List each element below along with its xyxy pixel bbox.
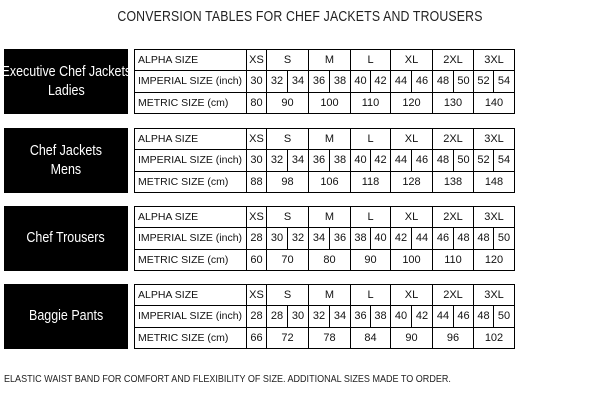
imperial-size-cell: 28 bbox=[247, 306, 267, 327]
imperial-size-cell: 50 bbox=[454, 71, 474, 92]
metric-size-cell: 90 bbox=[351, 249, 391, 270]
table-row bbox=[135, 285, 515, 306]
imperial-size-cell: 38 bbox=[330, 71, 351, 92]
imperial-size-cell: 46 bbox=[412, 71, 433, 92]
imperial-size-cell: 32 bbox=[288, 228, 309, 249]
imperial-size-cell: 48 bbox=[474, 228, 494, 249]
imperial-size-cell: 42 bbox=[412, 306, 433, 327]
alpha-size-cell: XS bbox=[247, 129, 267, 150]
imperial-size-cell: 30 bbox=[247, 150, 267, 171]
size-section bbox=[1, 49, 592, 114]
metric-size-cell: 110 bbox=[351, 92, 391, 113]
size-table bbox=[134, 128, 515, 193]
table-row bbox=[135, 228, 515, 249]
table-row bbox=[135, 50, 515, 71]
metric-size-cell: 78 bbox=[309, 327, 351, 348]
alpha-size-cell: S bbox=[267, 285, 309, 306]
metric-size-cell: 110 bbox=[433, 249, 474, 270]
imperial-size-cell: 48 bbox=[454, 228, 474, 249]
alpha-size-cell: XS bbox=[247, 50, 267, 71]
imperial-size-cell: 32 bbox=[309, 306, 330, 327]
alpha-size-cell: M bbox=[309, 50, 351, 71]
imperial-size-cell: 46 bbox=[433, 228, 454, 249]
imperial-size-cell: 38 bbox=[330, 150, 351, 171]
metric-size-cell: 128 bbox=[391, 171, 433, 192]
imperial-size-cell: 30 bbox=[247, 71, 267, 92]
row-label: ALPHA SIZE bbox=[135, 50, 247, 71]
row-label: IMPERIAL SIZE (inch) bbox=[135, 150, 247, 171]
metric-size-cell: 80 bbox=[309, 249, 351, 270]
alpha-size-cell: XL bbox=[391, 129, 433, 150]
alpha-size-cell: XS bbox=[247, 285, 267, 306]
imperial-size-cell: 42 bbox=[391, 228, 412, 249]
table-row bbox=[135, 150, 515, 171]
section-label bbox=[4, 284, 128, 349]
page-title: CONVERSION TABLES FOR CHEF JACKETS AND TROUSERS bbox=[117, 8, 483, 25]
metric-size-cell: 90 bbox=[267, 92, 309, 113]
imperial-size-cell: 48 bbox=[474, 306, 494, 327]
row-label: IMPERIAL SIZE (inch) bbox=[135, 228, 247, 249]
section-label-line: Mens bbox=[50, 161, 82, 178]
imperial-size-cell: 48 bbox=[433, 150, 454, 171]
imperial-size-cell: 48 bbox=[433, 71, 454, 92]
table-row bbox=[135, 327, 515, 348]
row-label: ALPHA SIZE bbox=[135, 129, 247, 150]
imperial-size-cell: 34 bbox=[309, 228, 330, 249]
section-label bbox=[1, 49, 131, 114]
metric-size-cell: 118 bbox=[351, 171, 391, 192]
section-label-line: Baggie Pants bbox=[28, 308, 104, 325]
table-row bbox=[135, 129, 515, 150]
imperial-size-cell: 46 bbox=[454, 306, 474, 327]
alpha-size-cell: XL bbox=[391, 285, 433, 306]
section-label-line: Executive Chef Jackets bbox=[1, 64, 131, 81]
metric-size-cell: 88 bbox=[247, 171, 267, 192]
alpha-size-cell: 3XL bbox=[474, 207, 515, 228]
imperial-size-cell: 36 bbox=[330, 228, 351, 249]
metric-size-cell: 120 bbox=[474, 249, 515, 270]
section-label bbox=[4, 128, 128, 193]
imperial-size-cell: 52 bbox=[474, 150, 494, 171]
imperial-size-cell: 40 bbox=[391, 306, 412, 327]
row-label: METRIC SIZE (cm) bbox=[135, 327, 247, 348]
metric-size-cell: 138 bbox=[433, 171, 474, 192]
imperial-size-cell: 36 bbox=[309, 150, 330, 171]
footer-note: ELASTIC WAIST BAND FOR COMFORT AND FLEXIBILITY OF SIZE. ADDITIONAL SIZES MADE TO ORDER. bbox=[4, 373, 451, 385]
table-row bbox=[135, 249, 515, 270]
imperial-size-cell: 54 bbox=[494, 150, 515, 171]
metric-size-cell: 102 bbox=[474, 327, 515, 348]
imperial-size-cell: 34 bbox=[288, 71, 309, 92]
imperial-size-cell: 32 bbox=[267, 71, 288, 92]
size-table bbox=[134, 49, 515, 114]
size-section bbox=[4, 206, 592, 271]
imperial-size-cell: 32 bbox=[267, 150, 288, 171]
row-label: METRIC SIZE (cm) bbox=[135, 249, 247, 270]
row-label: ALPHA SIZE bbox=[135, 207, 247, 228]
section-label-line: Ladies bbox=[47, 82, 85, 99]
alpha-size-cell: L bbox=[351, 285, 391, 306]
metric-size-cell: 70 bbox=[267, 249, 309, 270]
imperial-size-cell: 42 bbox=[371, 150, 391, 171]
imperial-size-cell: 38 bbox=[351, 228, 371, 249]
imperial-size-cell: 34 bbox=[330, 306, 351, 327]
size-section bbox=[4, 128, 592, 193]
alpha-size-cell: S bbox=[267, 129, 309, 150]
alpha-size-cell: 3XL bbox=[474, 129, 515, 150]
imperial-size-cell: 52 bbox=[474, 71, 494, 92]
metric-size-cell: 96 bbox=[433, 327, 474, 348]
alpha-size-cell: XS bbox=[247, 207, 267, 228]
table-row bbox=[135, 171, 515, 192]
section-label bbox=[4, 206, 128, 271]
table-row bbox=[135, 306, 515, 327]
metric-size-cell: 84 bbox=[351, 327, 391, 348]
alpha-size-cell: XL bbox=[391, 207, 433, 228]
row-label: IMPERIAL SIZE (inch) bbox=[135, 306, 247, 327]
imperial-size-cell: 30 bbox=[288, 306, 309, 327]
table-row bbox=[135, 71, 515, 92]
alpha-size-cell: M bbox=[309, 129, 351, 150]
metric-size-cell: 100 bbox=[391, 249, 433, 270]
table-row bbox=[135, 207, 515, 228]
imperial-size-cell: 46 bbox=[412, 150, 433, 171]
imperial-size-cell: 44 bbox=[391, 71, 412, 92]
alpha-size-cell: L bbox=[351, 207, 391, 228]
imperial-size-cell: 28 bbox=[267, 306, 288, 327]
alpha-size-cell: L bbox=[351, 129, 391, 150]
alpha-size-cell: 2XL bbox=[433, 129, 474, 150]
alpha-size-cell: S bbox=[267, 50, 309, 71]
imperial-size-cell: 28 bbox=[247, 228, 267, 249]
imperial-size-cell: 30 bbox=[267, 228, 288, 249]
size-table bbox=[134, 284, 515, 349]
metric-size-cell: 100 bbox=[309, 92, 351, 113]
imperial-size-cell: 34 bbox=[288, 150, 309, 171]
alpha-size-cell: 3XL bbox=[474, 285, 515, 306]
metric-size-cell: 66 bbox=[247, 327, 267, 348]
imperial-size-cell: 44 bbox=[433, 306, 454, 327]
imperial-size-cell: 50 bbox=[494, 306, 515, 327]
metric-size-cell: 140 bbox=[474, 92, 515, 113]
imperial-size-cell: 38 bbox=[371, 306, 391, 327]
row-label: IMPERIAL SIZE (inch) bbox=[135, 71, 247, 92]
metric-size-cell: 90 bbox=[391, 327, 433, 348]
row-label: ALPHA SIZE bbox=[135, 285, 247, 306]
imperial-size-cell: 40 bbox=[371, 228, 391, 249]
section-label-line: Chef Jackets bbox=[29, 143, 103, 160]
alpha-size-cell: 3XL bbox=[474, 50, 515, 71]
metric-size-cell: 60 bbox=[247, 249, 267, 270]
row-label: METRIC SIZE (cm) bbox=[135, 171, 247, 192]
imperial-size-cell: 42 bbox=[371, 71, 391, 92]
alpha-size-cell: 2XL bbox=[433, 207, 474, 228]
size-section bbox=[4, 284, 592, 349]
imperial-size-cell: 40 bbox=[351, 71, 371, 92]
imperial-size-cell: 36 bbox=[309, 71, 330, 92]
imperial-size-cell: 36 bbox=[351, 306, 371, 327]
metric-size-cell: 80 bbox=[247, 92, 267, 113]
imperial-size-cell: 44 bbox=[412, 228, 433, 249]
alpha-size-cell: S bbox=[267, 207, 309, 228]
table-row bbox=[135, 92, 515, 113]
imperial-size-cell: 40 bbox=[351, 150, 371, 171]
metric-size-cell: 106 bbox=[309, 171, 351, 192]
imperial-size-cell: 50 bbox=[494, 228, 515, 249]
alpha-size-cell: 2XL bbox=[433, 50, 474, 71]
alpha-size-cell: M bbox=[309, 285, 351, 306]
row-label: METRIC SIZE (cm) bbox=[135, 92, 247, 113]
imperial-size-cell: 44 bbox=[391, 150, 412, 171]
alpha-size-cell: 2XL bbox=[433, 285, 474, 306]
metric-size-cell: 98 bbox=[267, 171, 309, 192]
metric-size-cell: 130 bbox=[433, 92, 474, 113]
section-label-line: Chef Trousers bbox=[26, 230, 106, 247]
metric-size-cell: 148 bbox=[474, 171, 515, 192]
size-table bbox=[134, 206, 515, 271]
alpha-size-cell: XL bbox=[391, 50, 433, 71]
imperial-size-cell: 54 bbox=[494, 71, 515, 92]
metric-size-cell: 120 bbox=[391, 92, 433, 113]
metric-size-cell: 72 bbox=[267, 327, 309, 348]
imperial-size-cell: 50 bbox=[454, 150, 474, 171]
alpha-size-cell: M bbox=[309, 207, 351, 228]
alpha-size-cell: L bbox=[351, 50, 391, 71]
